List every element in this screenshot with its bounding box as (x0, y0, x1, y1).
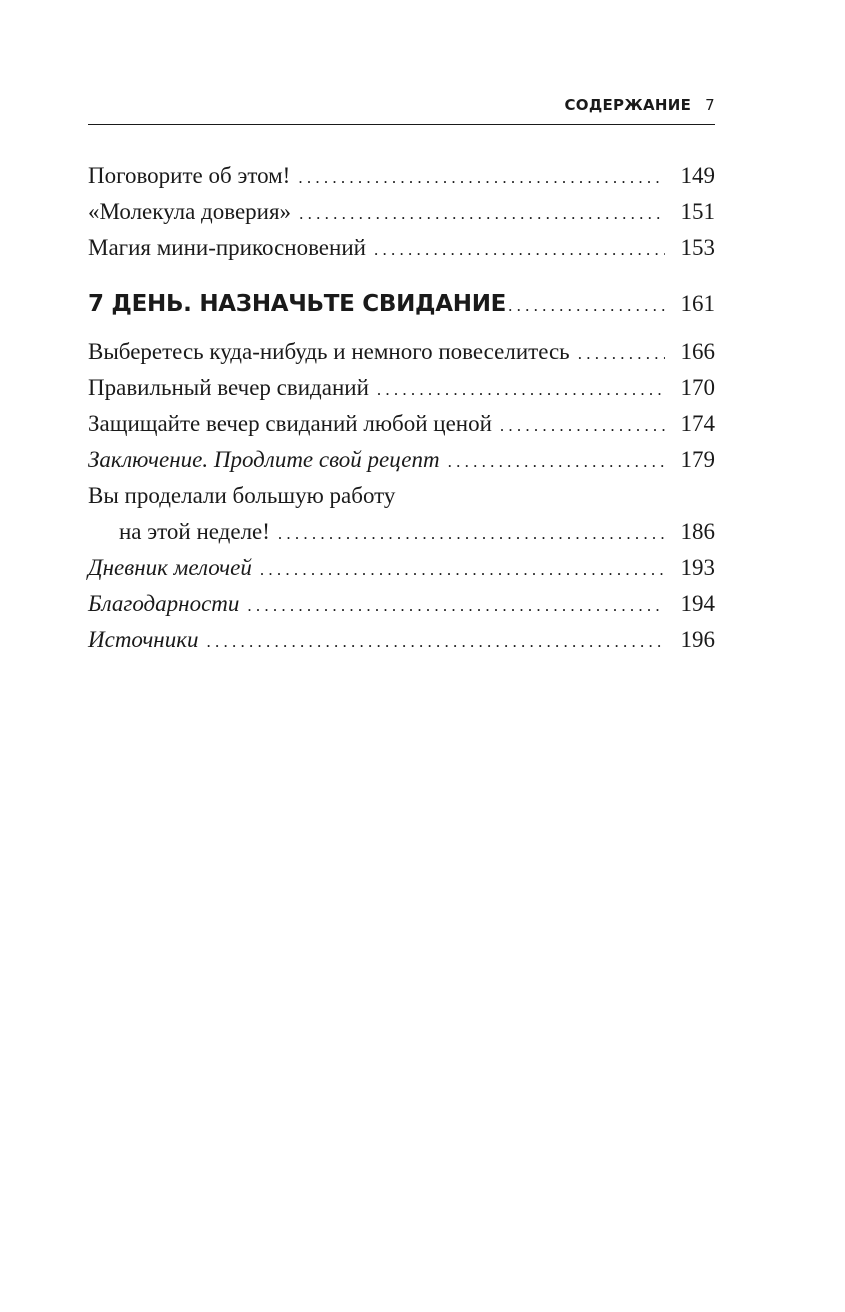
toc-entry-page: 170 (680, 375, 715, 400)
dot-leader (278, 516, 665, 552)
toc-entry-page: 196 (680, 627, 715, 652)
dot-leader (260, 552, 665, 588)
header-divider (88, 124, 715, 125)
dot-leader (448, 444, 665, 480)
toc-entry-page: 194 (680, 591, 715, 616)
toc-entry[interactable] (88, 334, 715, 370)
chapter-title: 7 ДЕНЬ. НАЗНАЧЬТЕ СВИДАНИЕ (88, 291, 507, 317)
toc-entry[interactable] (88, 442, 715, 478)
toc-entry-page: 153 (680, 235, 715, 260)
toc-entry-title: «Молекула доверия» (88, 199, 292, 224)
chapter-page: 161 (680, 291, 715, 316)
dot-leader (299, 196, 665, 232)
dot-leader (374, 232, 665, 268)
table-of-contents (88, 158, 715, 658)
toc-chapter-heading[interactable] (88, 286, 715, 322)
toc-entry[interactable] (88, 158, 715, 194)
toc-entry-page: 179 (680, 447, 715, 472)
toc-entry[interactable] (88, 406, 715, 442)
toc-entry-title: Источники (88, 627, 199, 652)
section-title: СОДЕРЖАНИЕ (564, 96, 692, 114)
dot-leader (578, 336, 665, 372)
dot-leader (206, 624, 665, 660)
toc-entry[interactable] (88, 586, 715, 622)
toc-entry-page: 174 (680, 411, 715, 436)
toc-entry[interactable] (88, 230, 715, 266)
toc-entry-multiline[interactable] (88, 478, 715, 550)
toc-entry-title: Защищайте вечер свиданий любой ценой (88, 411, 492, 436)
toc-entry-page: 166 (680, 339, 715, 364)
toc-entry-title-line1: Вы проделали большую работу (88, 483, 396, 508)
toc-entry-title: Заключение. Продлите свой рецепт (88, 447, 440, 472)
toc-entry[interactable] (88, 194, 715, 230)
toc-entry-page: 149 (680, 163, 715, 188)
toc-entry-title: Магия мини-прикосновений (88, 235, 366, 260)
toc-entry-title: Правильный вечер свиданий (88, 375, 369, 400)
toc-entry-title: Благодарности (88, 591, 240, 616)
toc-entry[interactable] (88, 550, 715, 586)
dot-leader (508, 288, 665, 324)
dot-leader (377, 372, 665, 408)
toc-entry[interactable] (88, 622, 715, 658)
toc-entry-page: 193 (680, 555, 715, 580)
dot-leader (500, 408, 665, 444)
page-number: 7 (705, 96, 715, 114)
toc-entry-title: Поговорите об этом! (88, 163, 291, 188)
toc-entry-title: Дневник мелочей (88, 555, 252, 580)
dot-leader (247, 588, 665, 624)
toc-entry-page: 151 (680, 199, 715, 224)
toc-entry[interactable] (88, 370, 715, 406)
toc-entry-page: 186 (680, 519, 715, 544)
running-head (88, 96, 715, 114)
toc-entry-title-line2: на этой неделе! (119, 519, 270, 544)
toc-entry-title: Выберетесь куда-нибудь и немного повеселитесь (88, 339, 570, 364)
dot-leader (298, 160, 665, 196)
